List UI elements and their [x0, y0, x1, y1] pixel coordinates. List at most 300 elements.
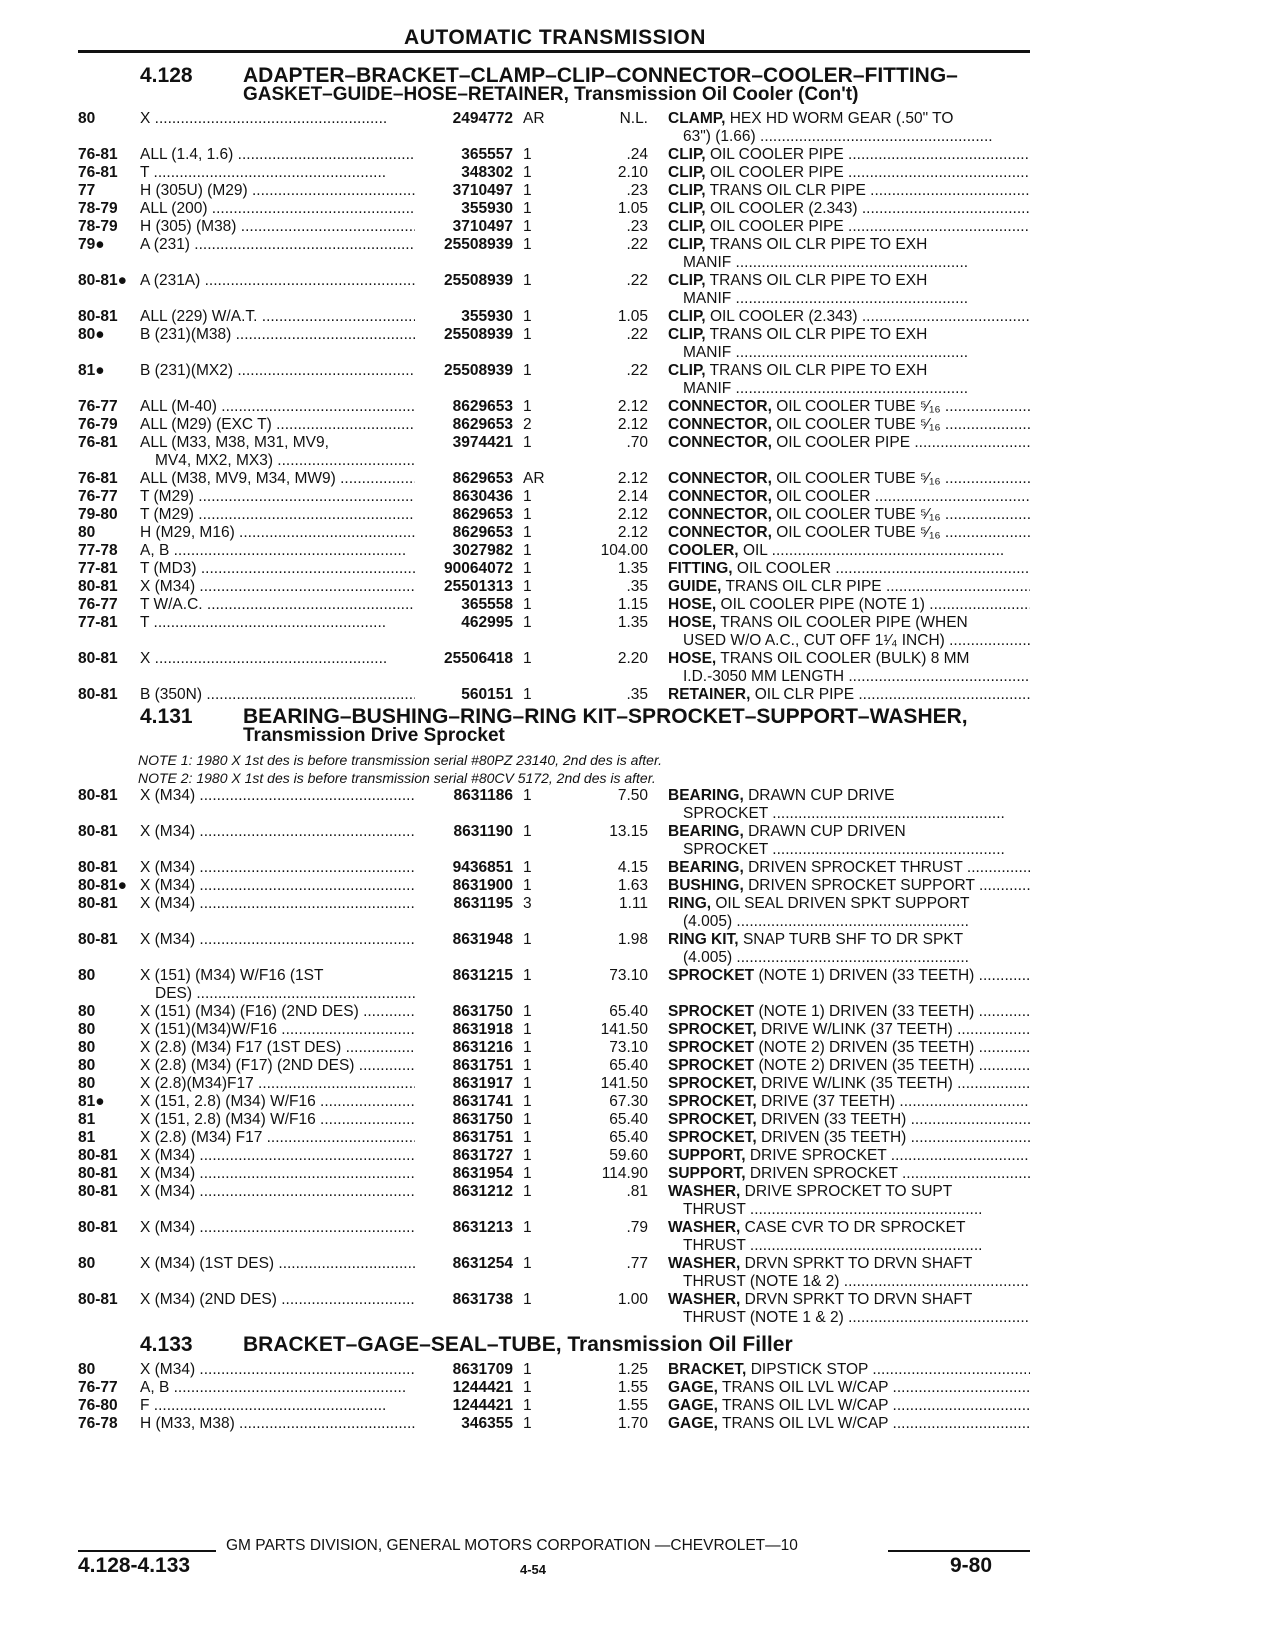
model-year: 80-81 [78, 1147, 118, 1164]
part-detail: DRVN SPRKT TO DRVN SHAFT [744, 1291, 973, 1308]
quantity: 1 [523, 488, 532, 505]
part-detail: DRAWN CUP DRIVE [748, 787, 895, 804]
part-number: 8631918 [452, 1021, 513, 1038]
quantity: 1 [523, 1165, 532, 1182]
part-detail: OIL COOLER TUBE ⁵⁄₁₆ [776, 416, 941, 433]
model-year: 81 [78, 1111, 96, 1128]
model-code: A, B ..... [140, 542, 415, 560]
parts-row [0, 1291, 1280, 1309]
part-description-continued: 63") (1.66) ..... [683, 128, 1030, 146]
part-number: 25508939 [444, 326, 513, 343]
part-number: 8631190 [453, 823, 513, 840]
part-detail: TRANS OIL CLR PIPE TO EXH [709, 326, 928, 343]
quantity: 1 [523, 362, 532, 379]
part-name: CONNECTOR, [668, 470, 772, 487]
price: 65.40 [609, 1057, 648, 1074]
parts-row-continuation [0, 805, 1280, 823]
part-description [668, 787, 1030, 805]
quantity: 1 [523, 1021, 532, 1038]
part-number: 8631216 [452, 1039, 513, 1056]
parts-row [0, 1093, 1280, 1111]
part-detail: DRIVE W/LINK (35 TEETH) [761, 1075, 953, 1092]
price: 2.12 [617, 506, 648, 523]
price: 114.90 [601, 1165, 648, 1182]
model-year: 80-81 [78, 859, 118, 876]
part-number: 25506418 [444, 650, 513, 667]
model-code: ALL (M-40) ..... [140, 398, 415, 416]
part-name: WASHER, [668, 1255, 741, 1272]
part-description [668, 1219, 1030, 1237]
part-number: 1244421 [452, 1379, 513, 1396]
part-name: BEARING, [668, 787, 744, 804]
model-year: 77 [78, 182, 96, 199]
price: .79 [626, 1219, 648, 1236]
part-description-continued: THRUST (NOTE 1 & 2) ..... [683, 1309, 1030, 1327]
part-name: SPROCKET [668, 967, 755, 984]
part-detail: OIL SEAL DRIVEN SPKT SUPPORT [715, 895, 970, 912]
section-title-line1: BEARING–BUSHING–RING–RING KIT–SPROCKET–SUPPORT–WASHER, [243, 705, 968, 728]
part-detail: OIL [742, 542, 768, 559]
price: .35 [626, 578, 648, 595]
part-number: 348302 [461, 164, 513, 181]
model-year: 80 [78, 1075, 96, 1092]
model-code: X (2.8) (M34) (F17) (2ND DES) ..... [140, 1057, 415, 1075]
model-year: 76-81 [78, 164, 118, 181]
quantity: 1 [523, 1057, 532, 1074]
parts-row [0, 967, 1280, 985]
part-number: 8631727 [452, 1147, 513, 1164]
price: 1.05 [617, 200, 648, 217]
section-title-line1: BRACKET–GAGE–SEAL–TUBE, Transmission Oil Filler [243, 1333, 793, 1356]
model-year: 80-81 [78, 1219, 118, 1236]
part-number: 3027982 [452, 542, 513, 559]
part-name: SUPPORT, [668, 1147, 746, 1164]
model-year: 76-80 [78, 1397, 118, 1414]
part-description-continued: THRUST ..... [683, 1237, 1030, 1255]
parts-row-continuation [0, 452, 1280, 470]
part-detail: TRANS OIL CLR PIPE TO EXH [709, 362, 928, 379]
price: 141.50 [600, 1075, 648, 1092]
price: 2.12 [617, 416, 648, 433]
price: 104.00 [600, 542, 648, 559]
quantity: 1 [523, 542, 532, 559]
part-description [668, 1075, 1030, 1093]
part-number: 25508939 [444, 362, 513, 379]
part-name: SUPPORT, [668, 1165, 746, 1182]
part-description [668, 560, 1030, 578]
part-detail: OIL COOLER TUBE ⁵⁄₁₆ [776, 506, 941, 523]
part-description [668, 1361, 1030, 1379]
model-code: ALL (M38, MV9, M34, MW9) ..... [140, 470, 415, 488]
price: 13.15 [609, 823, 648, 840]
part-detail: DRVN SPRKT TO DRVN SHAFT [744, 1255, 973, 1272]
parts-row [0, 1075, 1280, 1093]
price: 1.55 [617, 1379, 648, 1396]
part-name: CLIP, [668, 218, 706, 235]
parts-row [0, 1039, 1280, 1057]
parts-row-continuation [0, 985, 1280, 1003]
model-code: A (231) ..... [140, 236, 415, 254]
part-name: BEARING, [668, 859, 744, 876]
price: .77 [626, 1255, 648, 1272]
price: 65.40 [609, 1111, 648, 1128]
parts-row [0, 1183, 1280, 1201]
model-code: H (M29, M16) ..... [140, 524, 415, 542]
part-number: 355930 [461, 308, 513, 325]
part-name: CLIP, [668, 272, 706, 289]
part-detail: (NOTE 2) DRIVEN (35 TEETH) [758, 1057, 975, 1074]
model-code: ALL (229) W/A.T. ..... [140, 308, 415, 326]
quantity: 1 [523, 787, 532, 804]
part-number: 25508939 [444, 236, 513, 253]
part-description [668, 1183, 1030, 1201]
part-number: 355930 [461, 200, 513, 217]
part-detail: DIPSTICK STOP [750, 1361, 869, 1378]
parts-row [0, 416, 1280, 434]
quantity: 1 [523, 1397, 532, 1414]
model-year: 80-81 [78, 787, 118, 804]
part-name: HOSE, [668, 650, 717, 667]
part-description [668, 326, 1030, 344]
part-description [668, 200, 1030, 218]
quantity: 1 [523, 218, 532, 235]
part-name: CLIP, [668, 326, 706, 343]
part-description-continued: MANIF ..... [683, 290, 1030, 308]
model-code: T (M29) ..... [140, 506, 415, 524]
part-name: BEARING, [668, 823, 744, 840]
quantity: 1 [523, 1291, 532, 1308]
part-number: 8631751 [452, 1057, 513, 1074]
part-description-continued: THRUST (NOTE 1& 2) ..... [683, 1273, 1030, 1291]
part-detail: DRIVE SPROCKET [749, 1147, 887, 1164]
price: 2.12 [617, 470, 648, 487]
part-name: SPROCKET, [668, 1093, 757, 1110]
parts-row [0, 362, 1280, 380]
part-detail: OIL COOLER [776, 488, 871, 505]
part-description [668, 182, 1030, 200]
part-number: 8629653 [452, 416, 513, 433]
model-year: 76-79 [78, 416, 118, 433]
part-description [668, 1165, 1030, 1183]
quantity: 1 [523, 650, 532, 667]
model-code: ALL (1.4, 1.6) ..... [140, 146, 415, 164]
price: 73.10 [609, 967, 648, 984]
part-number: 8629653 [452, 470, 513, 487]
part-detail: DRIVE W/LINK (37 TEETH) [761, 1021, 953, 1038]
model-code: T (MD3) ..... [140, 560, 415, 578]
part-number: 1244421 [452, 1397, 513, 1414]
parts-row [0, 200, 1280, 218]
quantity: 1 [523, 614, 532, 631]
part-detail: HEX HD WORM GEAR (.50" TO [729, 110, 954, 127]
model-code: H (M33, M38) ..... [140, 1415, 415, 1433]
part-name: SPROCKET [668, 1003, 755, 1020]
model-year: 77-81 [78, 614, 118, 631]
model-code: ALL (M33, M38, M31, MV9, [140, 434, 329, 451]
parts-row [0, 931, 1280, 949]
part-description [668, 1255, 1030, 1273]
parts-row-continuation [0, 841, 1280, 859]
parts-row [0, 578, 1280, 596]
part-detail: OIL COOLER PIPE [709, 146, 844, 163]
part-name: CLIP, [668, 362, 706, 379]
part-name: CONNECTOR, [668, 398, 772, 415]
parts-row [0, 686, 1280, 704]
part-detail: DRIVEN SPROCKET SUPPORT [748, 877, 975, 894]
model-year: 79● [78, 236, 105, 253]
part-name: WASHER, [668, 1219, 741, 1236]
model-code: X (M34) ..... [140, 1361, 415, 1379]
model-code: A (231A) ..... [140, 272, 415, 290]
quantity: 1 [523, 524, 532, 541]
note-line: NOTE 2: 1980 X 1st des is before transmission serial #80CV 5172, 2nd des is after. [138, 770, 656, 786]
part-number: 8631750 [452, 1111, 513, 1128]
model-year: 76-77 [78, 596, 118, 613]
part-detail: (NOTE 2) DRIVEN (35 TEETH) [758, 1039, 975, 1056]
part-name: SPROCKET, [668, 1111, 757, 1128]
model-year: 78-79 [78, 218, 118, 235]
parts-row-continuation [0, 1201, 1280, 1219]
quantity: 1 [523, 1361, 532, 1378]
parts-row [0, 326, 1280, 344]
quantity: 1 [523, 1093, 532, 1110]
parts-row [0, 308, 1280, 326]
model-code: ALL (200) ..... [140, 200, 415, 218]
part-number: 8629653 [452, 524, 513, 541]
part-number: 8631215 [452, 967, 513, 984]
model-code: X (M34) (2ND DES) ..... [140, 1291, 415, 1309]
parts-row [0, 895, 1280, 913]
model-code: X (151) (M34) (F16) (2ND DES) ..... [140, 1003, 415, 1021]
section-title-line1: ADAPTER–BRACKET–CLAMP–CLIP–CONNECTOR–COOLER–FITTING– [243, 64, 958, 87]
model-year: 76-77 [78, 1379, 118, 1396]
model-code: X (M34) ..... [140, 1183, 415, 1201]
part-description-continued: (4.005) ..... [683, 913, 1030, 931]
part-detail: OIL COOLER [736, 560, 832, 577]
part-name: GAGE, [668, 1397, 718, 1414]
part-description [668, 1415, 1030, 1433]
parts-row [0, 398, 1280, 416]
model-code: T (M29) ..... [140, 488, 415, 506]
model-code: B (350N) ..... [140, 686, 415, 704]
part-description [668, 859, 1030, 877]
parts-row [0, 859, 1280, 877]
part-number: 8631900 [452, 877, 513, 894]
model-year: 80 [78, 1057, 96, 1074]
parts-row [0, 614, 1280, 632]
model-code: H (305) (M38) ..... [140, 218, 415, 236]
price: 59.60 [609, 1147, 648, 1164]
part-name: SPROCKET, [668, 1075, 757, 1092]
model-code: ALL (M29) (EXC T) ..... [140, 416, 415, 434]
part-number: 8631254 [452, 1255, 513, 1272]
part-description [668, 272, 1030, 290]
part-name: SPROCKET, [668, 1129, 757, 1146]
part-name: GAGE, [668, 1415, 718, 1432]
quantity: 1 [523, 326, 532, 343]
model-year: 80 [78, 1039, 96, 1056]
header-rule [78, 50, 1030, 53]
part-number: 8630436 [452, 488, 513, 505]
model-code: X (151) (M34) W/F16 (1ST [140, 967, 324, 984]
part-number: 90064072 [444, 560, 513, 577]
parts-row [0, 146, 1280, 164]
parts-row [0, 542, 1280, 560]
price: 1.00 [617, 1291, 648, 1308]
parts-row [0, 877, 1280, 895]
parts-row-continuation [0, 668, 1280, 686]
part-detail: OIL COOLER PIPE [709, 218, 844, 235]
quantity: 1 [523, 200, 532, 217]
price: 2.12 [617, 398, 648, 415]
model-code-continued: DES) ..... [155, 985, 415, 1003]
price: 2.14 [617, 488, 648, 505]
part-name: CLIP, [668, 182, 706, 199]
part-description [668, 614, 1030, 632]
part-number: 8631741 [452, 1093, 513, 1110]
part-number: 365557 [461, 146, 513, 163]
model-code: F ..... [140, 1397, 415, 1415]
part-detail: DRIVEN (33 TEETH) [761, 1111, 907, 1128]
part-number: 8631195 [453, 895, 513, 912]
parts-row [0, 488, 1280, 506]
part-detail: DRIVEN SPROCKET [749, 1165, 898, 1182]
part-description [668, 1021, 1030, 1039]
part-description [668, 1397, 1030, 1415]
part-name: SPROCKET [668, 1039, 755, 1056]
price: 1.55 [617, 1397, 648, 1414]
part-description-continued: (4.005) ..... [683, 949, 1030, 967]
part-detail: TRANS OIL COOLER (BULK) 8 MM [720, 650, 970, 667]
parts-row [0, 1021, 1280, 1039]
part-description-continued: MANIF ..... [683, 344, 1030, 362]
part-name: COOLER, [668, 542, 739, 559]
parts-row [0, 823, 1280, 841]
part-description [668, 967, 1030, 985]
quantity: 1 [523, 877, 532, 894]
part-number: 25501313 [444, 578, 513, 595]
part-description [668, 506, 1030, 524]
price: .70 [626, 434, 648, 451]
quantity: 1 [523, 182, 532, 199]
quantity: 1 [523, 398, 532, 415]
part-detail: TRANS OIL CLR PIPE [725, 578, 882, 595]
part-description [668, 1111, 1030, 1129]
part-name: CONNECTOR, [668, 434, 772, 451]
part-description [668, 416, 1030, 434]
model-year: 81● [78, 1093, 105, 1110]
part-description [668, 578, 1030, 596]
part-description [668, 931, 1030, 949]
quantity: 1 [523, 1183, 532, 1200]
part-detail: OIL COOLER PIPE (NOTE 1) [720, 596, 925, 613]
price: .81 [626, 1183, 648, 1200]
parts-row-continuation [0, 949, 1280, 967]
part-number: 462995 [461, 614, 513, 631]
price: 1.35 [617, 560, 648, 577]
price: 65.40 [609, 1003, 648, 1020]
part-name: CONNECTOR, [668, 488, 772, 505]
quantity: 1 [523, 164, 532, 181]
model-code: X (M34) ..... [140, 1165, 415, 1183]
part-name: CONNECTOR, [668, 524, 772, 541]
part-description [668, 470, 1030, 488]
part-description [668, 1147, 1030, 1165]
price: .23 [626, 182, 648, 199]
price: 73.10 [609, 1039, 648, 1056]
quantity: 1 [523, 1129, 532, 1146]
quantity: 1 [523, 1111, 532, 1128]
price: .22 [626, 326, 648, 343]
model-code: A, B ..... [140, 1379, 415, 1397]
price: 2.10 [617, 164, 648, 181]
model-year: 80 [78, 524, 96, 541]
quantity: 1 [523, 686, 532, 703]
model-year: 79-80 [78, 506, 118, 523]
price: 1.05 [617, 308, 648, 325]
quantity: 1 [523, 308, 532, 325]
part-number: 8629653 [452, 398, 513, 415]
parts-row [0, 596, 1280, 614]
part-detail: OIL COOLER TUBE ⁵⁄₁₆ [776, 470, 941, 487]
part-description [668, 488, 1030, 506]
footer-date: 9-80 [950, 1554, 993, 1577]
model-year: 80 [78, 1021, 96, 1038]
model-code: T ..... [140, 164, 415, 182]
model-year: 77-81 [78, 560, 118, 577]
parts-row [0, 1379, 1280, 1397]
model-code: X (M34) ..... [140, 1219, 415, 1237]
part-detail: (NOTE 1) DRIVEN (33 TEETH) [758, 967, 975, 984]
part-detail: CASE CVR TO DR SPROCKET [744, 1219, 966, 1236]
part-description [668, 650, 1030, 668]
part-number: 8631917 [452, 1075, 513, 1092]
part-detail: OIL COOLER PIPE [709, 164, 844, 181]
part-number: 3974421 [452, 434, 513, 451]
part-description [668, 542, 1030, 560]
parts-row [0, 164, 1280, 182]
part-description [668, 110, 1030, 128]
section-number: 4.131 [140, 705, 193, 728]
part-description [668, 895, 1030, 913]
model-code-continued: MV4, MX2, MX3) ..... [155, 452, 415, 470]
part-detail: DRIVE (37 TEETH) [761, 1093, 896, 1110]
model-year: 80-81 [78, 686, 118, 703]
price: 2.20 [617, 650, 648, 667]
price: 1.11 [618, 895, 648, 912]
parts-row [0, 560, 1280, 578]
model-year: 76-77 [78, 398, 118, 415]
model-code: X (2.8) (M34) F17 ..... [140, 1129, 415, 1147]
part-description [668, 362, 1030, 380]
part-detail: SNAP TURB SHF TO DR SPKT [742, 931, 964, 948]
price: 1.35 [617, 614, 648, 631]
price: 67.30 [609, 1093, 648, 1110]
price: 4.15 [617, 859, 648, 876]
model-year: 80-81 [78, 578, 118, 595]
part-number: 8631750 [452, 1003, 513, 1020]
part-name: GAGE, [668, 1379, 718, 1396]
model-year: 81● [78, 362, 105, 379]
quantity: AR [523, 110, 545, 127]
parts-row-continuation [0, 290, 1280, 308]
part-number: 8631709 [452, 1361, 513, 1378]
price: 65.40 [609, 1129, 648, 1146]
part-number: 3710497 [452, 182, 513, 199]
part-detail: TRANS OIL LVL W/CAP [721, 1415, 889, 1432]
quantity: 1 [523, 146, 532, 163]
model-year: 80-81 [78, 308, 118, 325]
